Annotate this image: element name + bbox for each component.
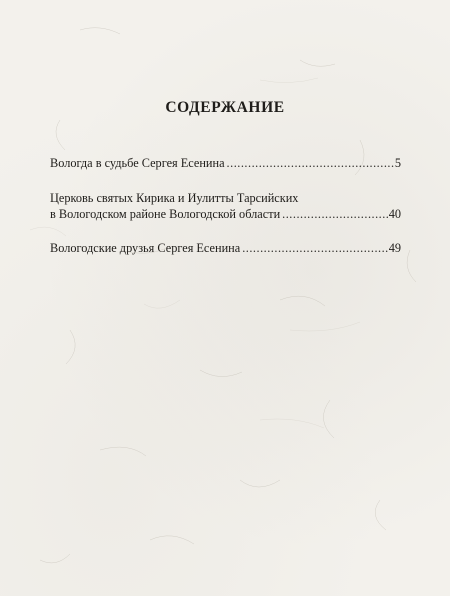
toc-entry bbox=[50, 240, 401, 256]
toc-entry-line bbox=[50, 190, 401, 206]
toc-entry-title: Вологда в судьбе Сергея Есенина bbox=[50, 156, 225, 170]
toc-entry-line bbox=[50, 206, 401, 222]
table-of-contents bbox=[50, 155, 401, 256]
toc-entry-line bbox=[50, 155, 401, 171]
toc-page-number: 40 bbox=[388, 207, 401, 221]
toc-entry bbox=[50, 190, 401, 222]
toc-entry-title: Вологодские друзья Сергея Есенина bbox=[50, 241, 241, 255]
dot-leader bbox=[282, 206, 388, 222]
dot-leader bbox=[227, 155, 394, 171]
toc-page-number: 5 bbox=[394, 156, 401, 170]
toc-entry bbox=[50, 155, 401, 171]
toc-entry-title-continued: в Вологодском районе Вологодской области bbox=[50, 207, 281, 221]
dot-leader bbox=[242, 240, 388, 256]
toc-page-number: 49 bbox=[388, 241, 401, 255]
toc-entry-title: Церковь святых Кирика и Иулитты Тарсийских bbox=[50, 191, 299, 205]
page-title: СОДЕРЖАНИЕ bbox=[165, 99, 285, 116]
toc-entry-line bbox=[50, 240, 401, 256]
